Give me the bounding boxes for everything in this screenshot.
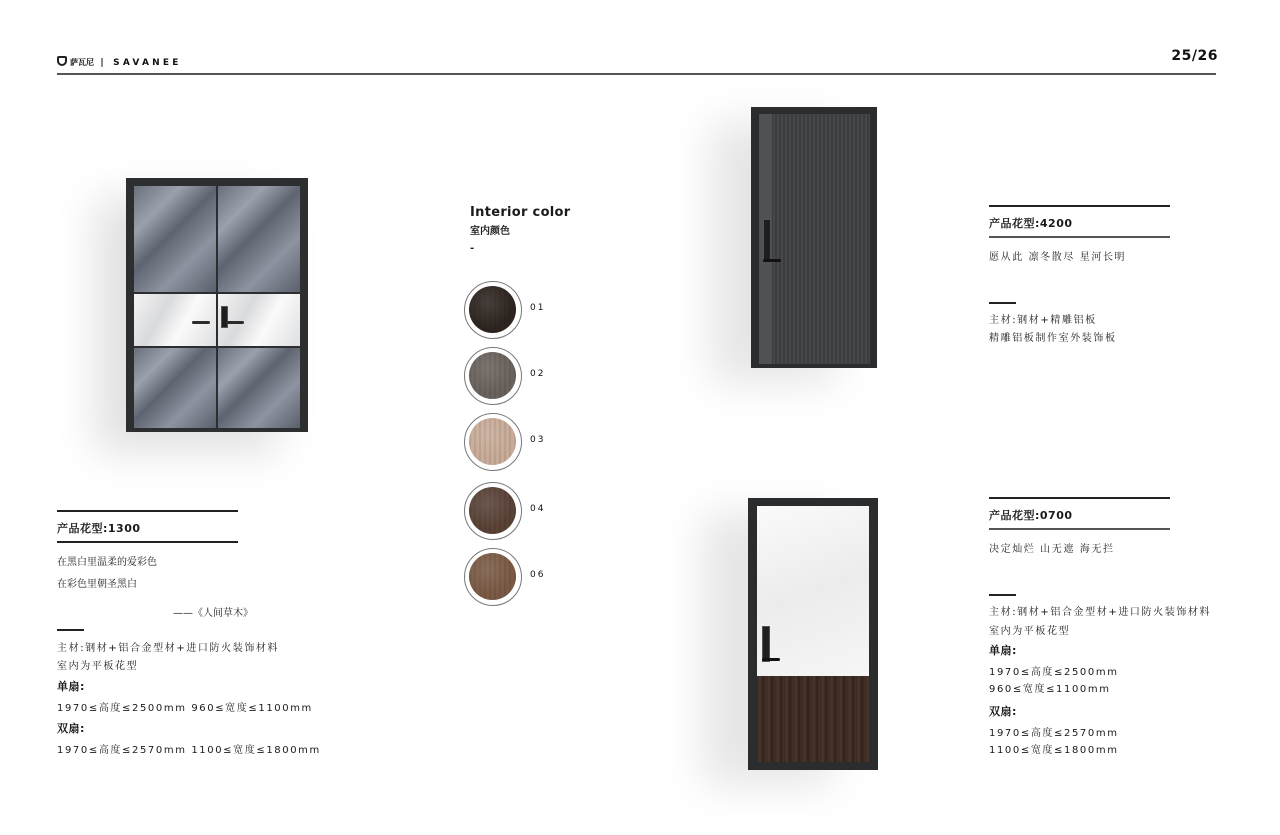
color-swatch-label: 04	[530, 504, 546, 514]
double-spec: 1970≤高度≤2570mm 1100≤宽度≤1800mm	[57, 745, 321, 756]
interior-subtitle: 室内颜色	[470, 226, 510, 237]
poem-quote: ——《人间草木》	[173, 608, 253, 619]
single-label: 单扇:	[989, 644, 1017, 657]
page-number: 25/26	[1171, 48, 1218, 64]
slogan: 愿从此 凛冬散尽 星河长明	[989, 252, 1127, 263]
double-label: 双扇:	[57, 722, 85, 735]
color-swatch-label: 03	[530, 435, 546, 445]
single-spec: 1970≤高度≤2500mm	[989, 667, 1119, 678]
header-divider	[57, 73, 1216, 75]
color-swatch-label: 01	[530, 303, 546, 313]
double-label: 双扇:	[989, 705, 1017, 718]
product-4200-title: 产品花型:4200	[989, 217, 1073, 230]
color-swatch	[464, 281, 522, 339]
material-2: 室内为平板花型	[989, 626, 1071, 637]
single-spec: 960≤宽度≤1100mm	[989, 684, 1111, 695]
double-spec: 1970≤高度≤2570mm	[989, 728, 1119, 739]
material: 主材:钢材+精雕铝板	[989, 315, 1097, 326]
door-4200-image	[751, 107, 877, 368]
logo-text: SAVANEE	[113, 58, 182, 68]
color-swatch-label: 06	[530, 570, 546, 580]
poem-line: 在彩色里朝圣黑白	[57, 579, 137, 590]
color-swatch-label: 02	[530, 369, 546, 379]
material-2: 室内为平板花型	[57, 661, 139, 672]
brand-logo: 萨瓦尼 | SAVANEE	[57, 56, 182, 68]
single-spec: 1970≤高度≤2500mm 960≤宽度≤1100mm	[57, 703, 313, 714]
material-2: 精雕铝板制作室外装饰板	[989, 333, 1117, 344]
product-0700-title: 产品花型:0700	[989, 509, 1073, 522]
double-spec: 1100≤宽度≤1800mm	[989, 745, 1119, 756]
color-swatch	[464, 548, 522, 606]
material: 主材:钢材+铝合金型材+进口防火装饰材料	[989, 607, 1212, 618]
door-1300-image	[126, 178, 308, 432]
color-swatch	[464, 347, 522, 405]
single-label: 单扇:	[57, 680, 85, 693]
interior-title: Interior color	[470, 205, 571, 220]
logo-mark-icon	[57, 56, 67, 66]
color-swatch	[464, 413, 522, 471]
slogan: 决定灿烂 山无遮 海无拦	[989, 544, 1115, 555]
interior-dash: -	[470, 243, 476, 254]
color-swatch	[464, 482, 522, 540]
poem-line: 在黑白里温柔的爱彩色	[57, 557, 157, 568]
product-1300-title: 产品花型:1300	[57, 522, 141, 535]
door-0700-image	[748, 498, 878, 770]
material: 主材:钢材+铝合金型材+进口防火装饰材料	[57, 643, 280, 654]
